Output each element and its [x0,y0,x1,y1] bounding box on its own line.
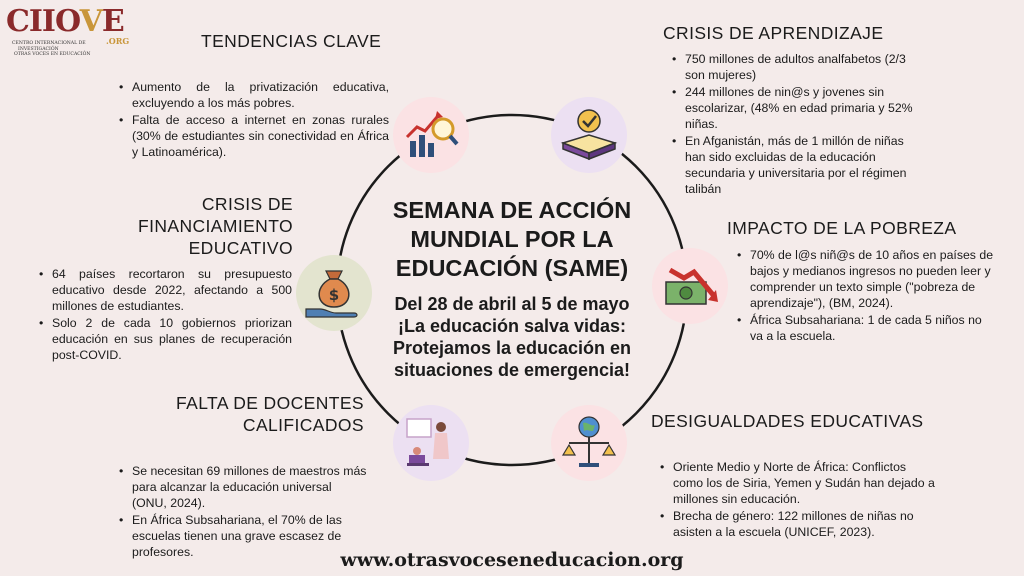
list-tendencias [117,79,389,161]
heading-tendencias: TENDENCIAS CLAVE [201,31,382,51]
svg-text:$: $ [328,286,340,304]
list-item: • En Afganistán, más de 1 millón de niñas han sido excluidas de la educación secundaria y universitaria por el régimen talibán [670,133,924,197]
list-item: • 70% de l@s niñ@s de 10 años en países de bajos y medianos ingresos no pueden leer y comprender un texto simple ("pobreza de aprendizaje"), (BM, 2024). [735,247,997,311]
list-aprendizaje [670,51,924,198]
list-item: • Solo 2 de cada 10 gobiernos priorizan educación en sus planes de recuperación post-COVID. [37,315,292,363]
logo-org: .ORG [106,36,130,46]
center-subtitle: Del 28 de abril al 5 de mayo ¡La educación salva vidas: Protejamos la educación en situaciones de emergencia! [392,294,632,380]
logo-wordmark: CIIOVE [6,4,124,39]
list-item: • 750 millones de adultos analfabetos (2/3 son mujeres) [670,51,924,83]
heading-pobreza: IMPACTO DE LA POBREZA [727,218,957,238]
list-item: • 64 países recortaron su presupuesto educativo desde 2022, afectando a 500 millones de estudiantes. [37,266,292,314]
list-item: • Falta de acceso a internet en zonas rurales (30% de estudiantes sin conectividad en África y Latinoamérica). [117,112,389,160]
list-item: • En África Subsahariana, el 70% de las escuelas tienen una grave escasez de profesores. [117,512,367,560]
list-item: • Oriente Medio y Norte de África: Conflictos como los de Siria, Yemen y Sudán han dejado a millones sin educación. [658,459,938,507]
list-docentes [117,463,367,561]
globe-scale-icon [551,405,627,481]
money-falling-arrow-icon [652,248,728,324]
list-desigualdades [658,459,938,541]
heading-aprendizaje: CRISIS DE APRENDIZAJE [663,23,884,43]
website-url[interactable]: www.otrasvoceseneducacion.org [340,549,684,571]
list-item: • África Subsahariana: 1 de cada 5 niños no va a la escuela. [735,312,997,344]
list-item: • Brecha de género: 122 millones de niñas no asisten a la escuela (UNICEF, 2023). [658,508,938,540]
money-bag-hand-icon [296,255,372,331]
list-item: • 244 millones de nin@s y jovenes sin escolarizar, (48% en edad primaria y 52% niñas. [670,84,924,132]
center-title: SEMANA DE ACCIÓN MUNDIAL POR LA EDUCACIÓN (SAME) [392,197,632,281]
book-checkmark-icon [551,97,627,173]
list-financiamiento [37,266,292,364]
heading-docentes: FALTA DE DOCENTES CALIFICADOS [176,393,364,435]
list-item: • Se necesitan 69 millones de maestros más para alcanzar la educación universal (ONU, 2024). [117,463,367,511]
logo-line-1: CENTRO INTERNACIONAL DE [12,41,86,46]
heading-desigualdades: DESIGUALDADES EDUCATIVAS [651,411,924,431]
heading-financiamiento: CRISIS DE FINANCIAMIENTO EDUCATIVO [137,194,293,258]
logo-line-2: INVESTIGACIÓN [18,47,59,52]
list-pobreza [735,247,997,345]
chart-magnifier-icon [393,97,469,173]
logo-line-3: OTRAS VOCES EN EDUCACIÓN [14,52,91,57]
list-item: • Aumento de la privatización educativa, excluyendo a los más pobres. [117,79,389,111]
teacher-classroom-icon [393,405,469,481]
center-block [367,196,657,381]
